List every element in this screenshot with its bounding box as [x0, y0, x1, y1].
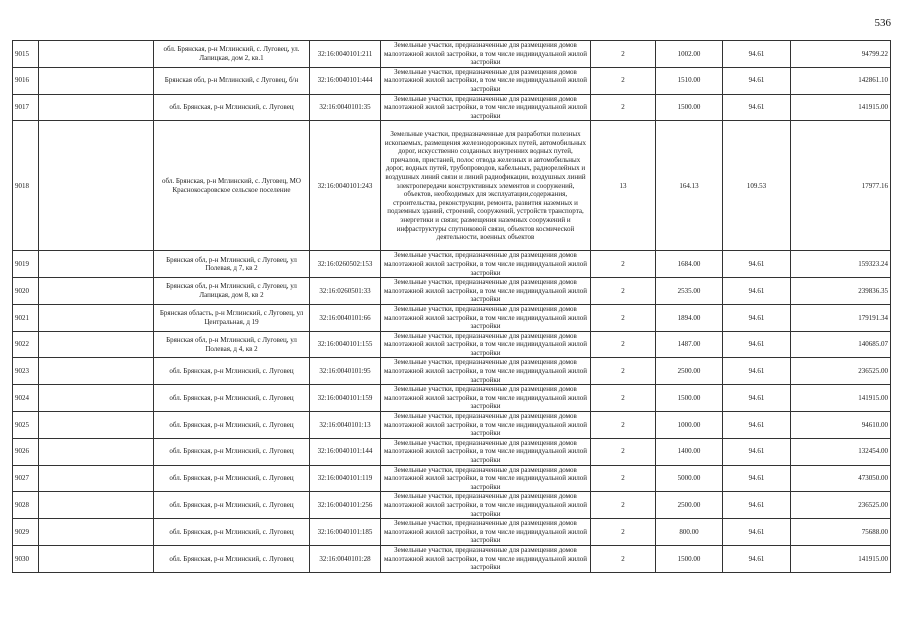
- cell-number: 9015: [13, 41, 39, 68]
- cell-number: 9024: [13, 385, 39, 412]
- cell-cadastral-number: 32:16:0040101:66: [310, 304, 381, 331]
- cell-number: 9027: [13, 465, 39, 492]
- cell-empty: [39, 251, 154, 278]
- cell-category: 2: [591, 438, 656, 465]
- cell-cadastral-number: 32:16:0040101:211: [310, 41, 381, 68]
- cell-area: 1487.00: [656, 331, 723, 358]
- cell-cadastral-number: 32:16:0040101:119: [310, 465, 381, 492]
- cell-empty: [39, 67, 154, 94]
- cell-rate: 94.61: [723, 358, 791, 385]
- registry-body: [13, 41, 891, 573]
- cell-address: обл. Брянская, р-н Мглинский, с. Луговец: [154, 545, 310, 572]
- cell-category: 2: [591, 67, 656, 94]
- cell-category: 2: [591, 304, 656, 331]
- cell-number: 9023: [13, 358, 39, 385]
- cell-land-use: Земельные участки, предназначенные для разработки полезных ископаемых, размещения железнодорожных путей, автомобильных дорог, искусственно созданных внутренних водных путей, причалов, пристаней, полос отвода железных и автомобильных дорог, водных путей, трубопроводов, кабельных, радиорелейных и воздушных линий связи и линий радиофикации, воздушных линий электропередачи конструктивных элементов и сооружений, объектов, необходимых для эксплуатации,содержания, строительства, реконструкции, ремонта, развития наземных и подземных зданий, строений, сооружений, устройств транспорта, энергетики и связи; размещения наземных сооружений и инфраструктуры спутниковой связи, объектов космической деятельности, военных объектов: [381, 121, 591, 251]
- table-row: [13, 492, 891, 519]
- cell-address: обл. Брянская, р-н Мглинский, с. Луговец: [154, 94, 310, 121]
- cell-land-use: Земельные участки, предназначенные для размещения домов малоэтажной жилой застройки, в том числе индивидуальной жилой застройки: [381, 67, 591, 94]
- cell-address: Брянская обл, р-н Мглинский, с Луговец, ул Полевая, д 4, кв 2: [154, 331, 310, 358]
- cell-land-use: Земельные участки, предназначенные для размещения домов малоэтажной жилой застройки, в том числе индивидуальной жилой застройки: [381, 438, 591, 465]
- cell-category: 2: [591, 385, 656, 412]
- table-row: [13, 331, 891, 358]
- cell-rate: 94.61: [723, 438, 791, 465]
- cell-cadastral-number: 32:16:0040101:444: [310, 67, 381, 94]
- cell-cadastral-number: 32:16:0040101:185: [310, 519, 381, 546]
- cell-cadastral-number: 32:16:0040101:256: [310, 492, 381, 519]
- cell-area: 2500.00: [656, 492, 723, 519]
- table-row: [13, 519, 891, 546]
- cell-cadastral-cost: 142861.10: [791, 67, 891, 94]
- cell-cadastral-cost: 141915.00: [791, 545, 891, 572]
- table-row: [13, 465, 891, 492]
- cell-land-use: Земельные участки, предназначенные для размещения домов малоэтажной жилой застройки, в том числе индивидуальной жилой застройки: [381, 492, 591, 519]
- cell-empty: [39, 331, 154, 358]
- cell-address: обл. Брянская, р-н Мглинский, с. Луговец: [154, 492, 310, 519]
- cell-land-use: Земельные участки, предназначенные для размещения домов малоэтажной жилой застройки, в том числе индивидуальной жилой застройки: [381, 358, 591, 385]
- cell-empty: [39, 385, 154, 412]
- page-number: 536: [874, 17, 891, 29]
- cell-address: обл. Брянская, р-н Мглинский, с. Луговец: [154, 465, 310, 492]
- cell-empty: [39, 519, 154, 546]
- cell-category: 2: [591, 492, 656, 519]
- cell-area: 2500.00: [656, 358, 723, 385]
- cell-area: 5000.00: [656, 465, 723, 492]
- cell-category: 2: [591, 545, 656, 572]
- cell-rate: 94.61: [723, 465, 791, 492]
- cell-category: 2: [591, 251, 656, 278]
- cell-cadastral-number: 32:16:0040101:13: [310, 412, 381, 439]
- table-row: [13, 67, 891, 94]
- cell-empty: [39, 465, 154, 492]
- table-row: [13, 304, 891, 331]
- cell-area: 164.13: [656, 121, 723, 251]
- cell-land-use: Земельные участки, предназначенные для размещения домов малоэтажной жилой застройки, в том числе индивидуальной жилой застройки: [381, 331, 591, 358]
- cell-cadastral-number: 32:16:0040101:155: [310, 331, 381, 358]
- cell-address: обл. Брянская, р-н Мглинский, с. Луговец: [154, 438, 310, 465]
- cell-address: обл. Брянская, р-н Мглинский, с. Луговец: [154, 358, 310, 385]
- cell-cadastral-cost: 94799.22: [791, 41, 891, 68]
- cell-rate: 94.61: [723, 545, 791, 572]
- table-row: [13, 358, 891, 385]
- cell-category: 2: [591, 412, 656, 439]
- cell-cadastral-number: 32:16:0260501:33: [310, 278, 381, 305]
- cell-cadastral-number: 32:16:0260502:153: [310, 251, 381, 278]
- cell-empty: [39, 438, 154, 465]
- cell-address: Брянская обл, р-н Мглинский, с Луговец, ул Полевая, д 7, кв 2: [154, 251, 310, 278]
- cell-address: Брянская область, р-н Мглинский, с Луговец, ул Центральная, д 19: [154, 304, 310, 331]
- cell-number: 9016: [13, 67, 39, 94]
- cell-land-use: Земельные участки, предназначенные для размещения домов малоэтажной жилой застройки, в том числе индивидуальной жилой застройки: [381, 304, 591, 331]
- cell-land-use: Земельные участки, предназначенные для размещения домов малоэтажной жилой застройки, в том числе индивидуальной жилой застройки: [381, 94, 591, 121]
- cell-address: обл. Брянская, р-н Мглинский, с. Луговец: [154, 412, 310, 439]
- cell-land-use: Земельные участки, предназначенные для размещения домов малоэтажной жилой застройки, в том числе индивидуальной жилой застройки: [381, 278, 591, 305]
- cell-rate: 94.61: [723, 331, 791, 358]
- cell-category: 13: [591, 121, 656, 251]
- cell-number: 9020: [13, 278, 39, 305]
- cell-area: 1894.00: [656, 304, 723, 331]
- cell-land-use: Земельные участки, предназначенные для размещения домов малоэтажной жилой застройки, в том числе индивидуальной жилой застройки: [381, 385, 591, 412]
- table-row: [13, 278, 891, 305]
- cell-cadastral-number: 32:16:0040101:35: [310, 94, 381, 121]
- cell-cadastral-cost: 141915.00: [791, 94, 891, 121]
- cell-number: 9028: [13, 492, 39, 519]
- land-registry-table: [12, 40, 891, 573]
- cell-area: 1500.00: [656, 94, 723, 121]
- cell-category: 2: [591, 358, 656, 385]
- cell-empty: [39, 358, 154, 385]
- cell-area: 1500.00: [656, 545, 723, 572]
- cell-number: 9026: [13, 438, 39, 465]
- cell-number: 9022: [13, 331, 39, 358]
- cell-empty: [39, 121, 154, 251]
- cell-empty: [39, 545, 154, 572]
- cell-rate: 94.61: [723, 41, 791, 68]
- cell-cadastral-cost: 140685.07: [791, 331, 891, 358]
- cell-number: 9029: [13, 519, 39, 546]
- table-row: [13, 412, 891, 439]
- cell-rate: 94.61: [723, 412, 791, 439]
- cell-empty: [39, 278, 154, 305]
- table-row: [13, 385, 891, 412]
- table-row: [13, 251, 891, 278]
- cell-empty: [39, 412, 154, 439]
- cell-area: 1400.00: [656, 438, 723, 465]
- cell-cadastral-number: 32:16:0040101:159: [310, 385, 381, 412]
- cell-number: 9017: [13, 94, 39, 121]
- cell-area: 1000.00: [656, 412, 723, 439]
- cell-category: 2: [591, 278, 656, 305]
- cell-address: обл. Брянская, р-н Мглинский, с. Луговец: [154, 519, 310, 546]
- cell-category: 2: [591, 465, 656, 492]
- cell-cadastral-cost: 236525.00: [791, 492, 891, 519]
- cell-rate: 109.53: [723, 121, 791, 251]
- cell-cadastral-cost: 159323.24: [791, 251, 891, 278]
- cell-rate: 94.61: [723, 251, 791, 278]
- cell-cadastral-cost: 94610.00: [791, 412, 891, 439]
- table-row: [13, 94, 891, 121]
- cell-cadastral-number: 32:16:0040101:144: [310, 438, 381, 465]
- cell-rate: 94.61: [723, 94, 791, 121]
- cell-address: Брянская обл, р-н Мглинский, с Луговец, ул Лапицкая, дом 8, кв 2: [154, 278, 310, 305]
- cell-rate: 94.61: [723, 492, 791, 519]
- cell-rate: 94.61: [723, 304, 791, 331]
- table-row: [13, 438, 891, 465]
- cell-area: 1002.00: [656, 41, 723, 68]
- cell-number: 9030: [13, 545, 39, 572]
- table-row: [13, 121, 891, 251]
- cell-number: 9025: [13, 412, 39, 439]
- cell-cadastral-number: 32:16:0040101:243: [310, 121, 381, 251]
- cell-land-use: Земельные участки, предназначенные для размещения домов малоэтажной жилой застройки, в том числе индивидуальной жилой застройки: [381, 465, 591, 492]
- cell-cadastral-cost: 236525.00: [791, 358, 891, 385]
- cell-land-use: Земельные участки, предназначенные для размещения домов малоэтажной жилой застройки, в том числе индивидуальной жилой застройки: [381, 412, 591, 439]
- cell-land-use: Земельные участки, предназначенные для размещения домов малоэтажной жилой застройки, в том числе индивидуальной жилой застройки: [381, 251, 591, 278]
- cell-cadastral-cost: 17977.16: [791, 121, 891, 251]
- cell-category: 2: [591, 94, 656, 121]
- cell-number: 9021: [13, 304, 39, 331]
- cell-cadastral-number: 32:16:0040101:28: [310, 545, 381, 572]
- cell-empty: [39, 94, 154, 121]
- cell-empty: [39, 492, 154, 519]
- cell-address: обл. Брянская, р-н Мглинский, с. Луговец: [154, 385, 310, 412]
- cell-address: обл. Брянская, р-н Мглинский, с. Луговец, МО Краснокосаровское сельское поселение: [154, 121, 310, 251]
- cell-area: 2535.00: [656, 278, 723, 305]
- cell-category: 2: [591, 331, 656, 358]
- cell-category: 2: [591, 519, 656, 546]
- cell-number: 9018: [13, 121, 39, 251]
- cell-cadastral-cost: 239836.35: [791, 278, 891, 305]
- cell-cadastral-cost: 75688.00: [791, 519, 891, 546]
- table-row: [13, 545, 891, 572]
- cell-cadastral-cost: 141915.00: [791, 385, 891, 412]
- cell-rate: 94.61: [723, 519, 791, 546]
- cell-empty: [39, 41, 154, 68]
- cell-cadastral-cost: 473050.00: [791, 465, 891, 492]
- cell-address: обл. Брянская, р-н Мглинский, с. Луговец, ул. Лапицкая, дом 2, кв.1: [154, 41, 310, 68]
- cell-empty: [39, 304, 154, 331]
- cell-cadastral-cost: 179191.34: [791, 304, 891, 331]
- table-row: [13, 41, 891, 68]
- cell-category: 2: [591, 41, 656, 68]
- cell-address: Брянская обл, р-н Мглинский, с Луговец, б/н: [154, 67, 310, 94]
- cell-number: 9019: [13, 251, 39, 278]
- cell-area: 1684.00: [656, 251, 723, 278]
- cell-rate: 94.61: [723, 385, 791, 412]
- cell-land-use: Земельные участки, предназначенные для размещения домов малоэтажной жилой застройки, в том числе индивидуальной жилой застройки: [381, 519, 591, 546]
- cell-rate: 94.61: [723, 67, 791, 94]
- cell-cadastral-cost: 132454.00: [791, 438, 891, 465]
- cell-rate: 94.61: [723, 278, 791, 305]
- cell-land-use: Земельные участки, предназначенные для размещения домов малоэтажной жилой застройки, в том числе индивидуальной жилой застройки: [381, 41, 591, 68]
- cell-area: 1500.00: [656, 385, 723, 412]
- cell-area: 1510.00: [656, 67, 723, 94]
- cell-cadastral-number: 32:16:0040101:95: [310, 358, 381, 385]
- cell-area: 800.00: [656, 519, 723, 546]
- cell-land-use: Земельные участки, предназначенные для размещения домов малоэтажной жилой застройки, в том числе индивидуальной жилой застройки: [381, 545, 591, 572]
